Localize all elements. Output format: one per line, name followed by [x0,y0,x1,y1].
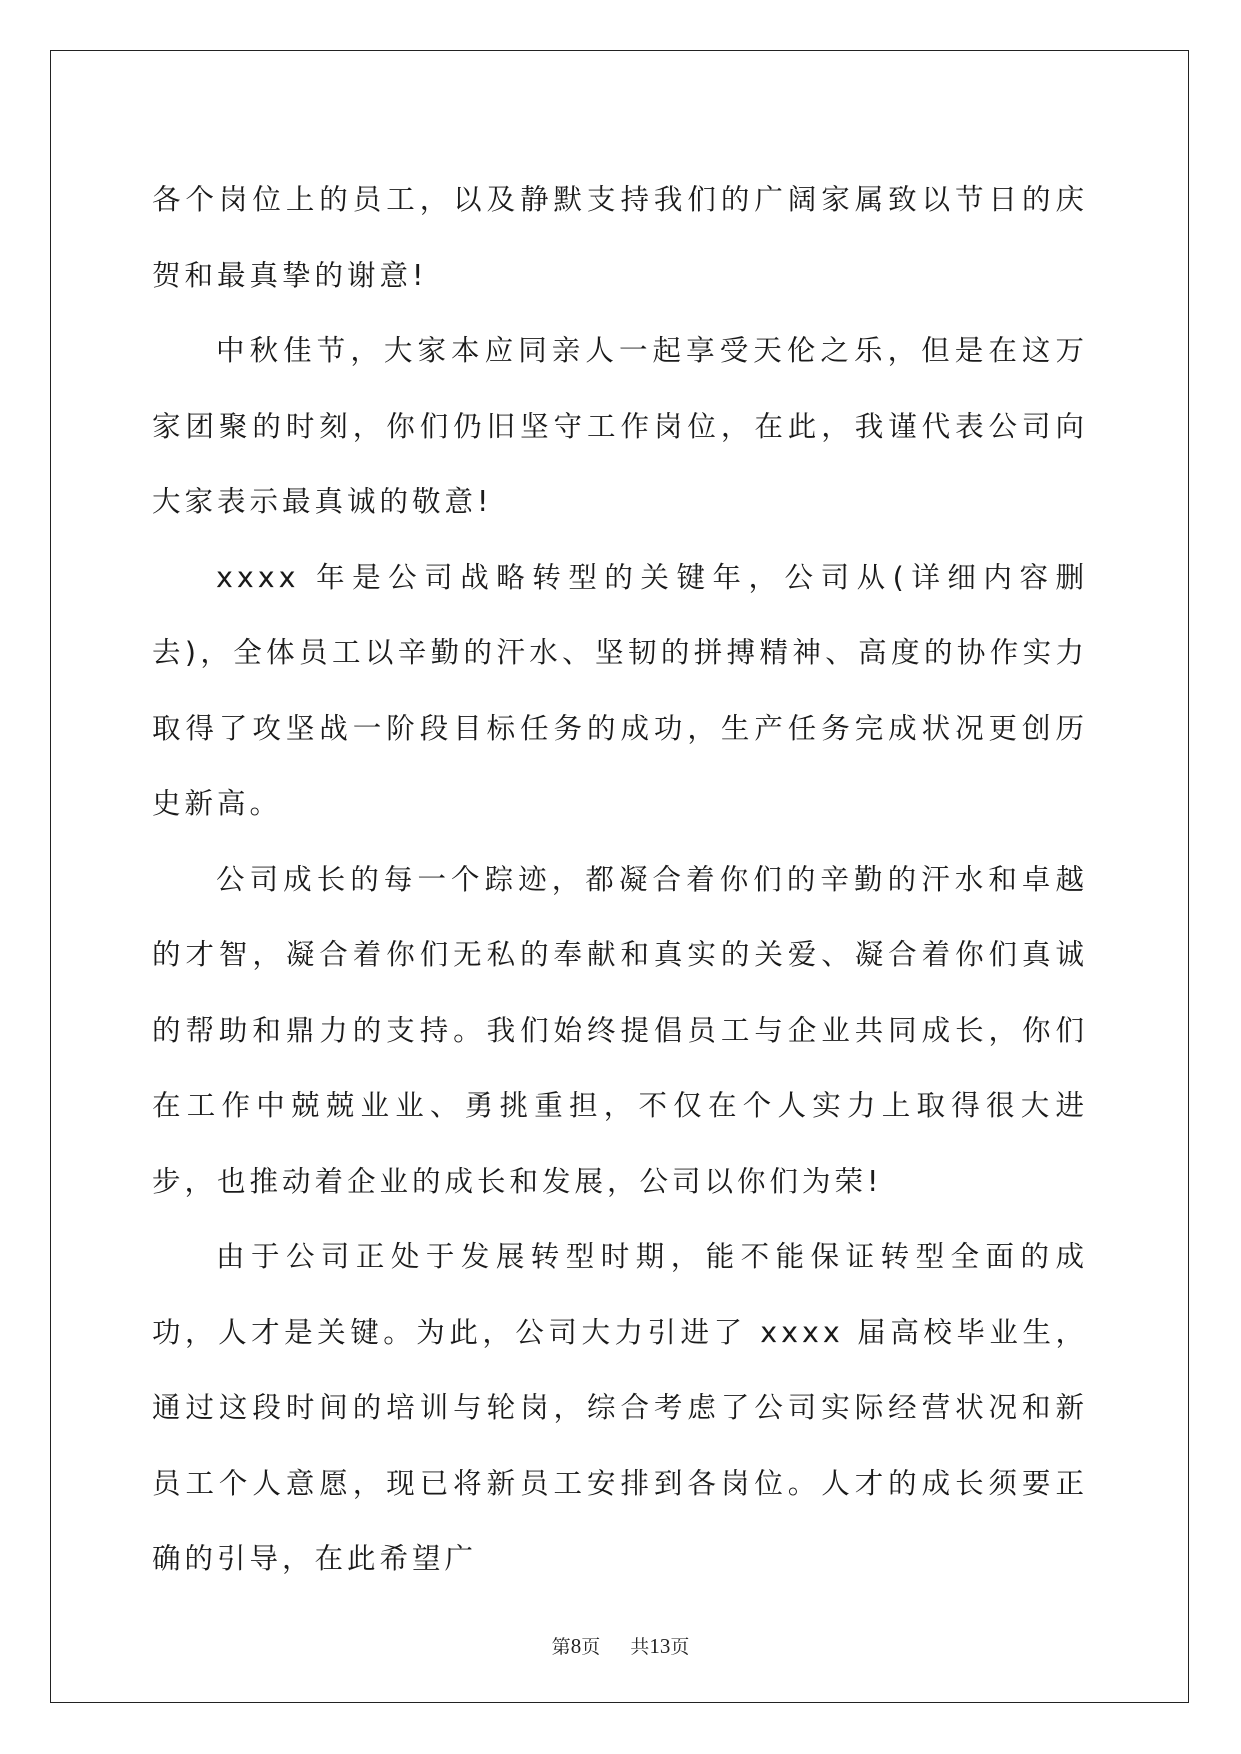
paragraph-5: 由于公司正处于发展转型时期，能不能保证转型全面的成功，人才是关键。为此，公司大力引进了 xxxx 届高校毕业生，通过这段时间的培训与轮岗，综合考虑了公司实际经营状况和新员工个人意愿，现已将新员工安排到各岗位。人才的成长须要正确的引导，在此希望广 [152,1240,1088,1575]
total-suffix: 页 [670,1636,690,1658]
total-page-count: 13 [649,1634,671,1658]
paragraph-4: 公司成长的每一个踪迹，都凝合着你们的辛勤的汗水和卓越的才智，凝合着你们无私的奉献和真实的关爱、凝合着你们真诚的帮助和鼎力的支持。我们始终提倡员工与企业共同成长，你们在工作中兢兢业业、勇挑重担，不仅在个人实力上取得很大进步，也推动着企业的成长和发展，公司以你们为荣! [152,862,1088,1198]
paragraph-2: 中秋佳节，大家本应同亲人一起享受天伦之乐，但是在这万家团聚的时刻，你们仍旧坚守工作岗位，在此，我谨代表公司向大家表示最真诚的敬意! [152,334,1088,518]
current-page-number: 8 [570,1634,582,1658]
total-pages-label [630,1636,689,1658]
page-number-label [552,1636,607,1658]
total-prefix: 共 [630,1636,650,1658]
page-footer [0,1632,1241,1659]
paragraph-3: xxxx 年是公司战略转型的关键年，公司从(详细内容删去)，全体员工以辛勤的汗水、坚韧的拼搏精神、高度的协作实力取得了攻坚战一阶段目标任务的成功，生产任务完成状况更创历史新高。 [152,560,1088,820]
page-prefix: 第 [551,1636,571,1658]
paragraph-1: 各个岗位上的员工，以及静默支持我们的广阔家属致以节日的庆贺和最真挚的谢意! [152,183,1088,292]
document-body [152,162,1088,1597]
page-suffix: 页 [581,1636,601,1658]
